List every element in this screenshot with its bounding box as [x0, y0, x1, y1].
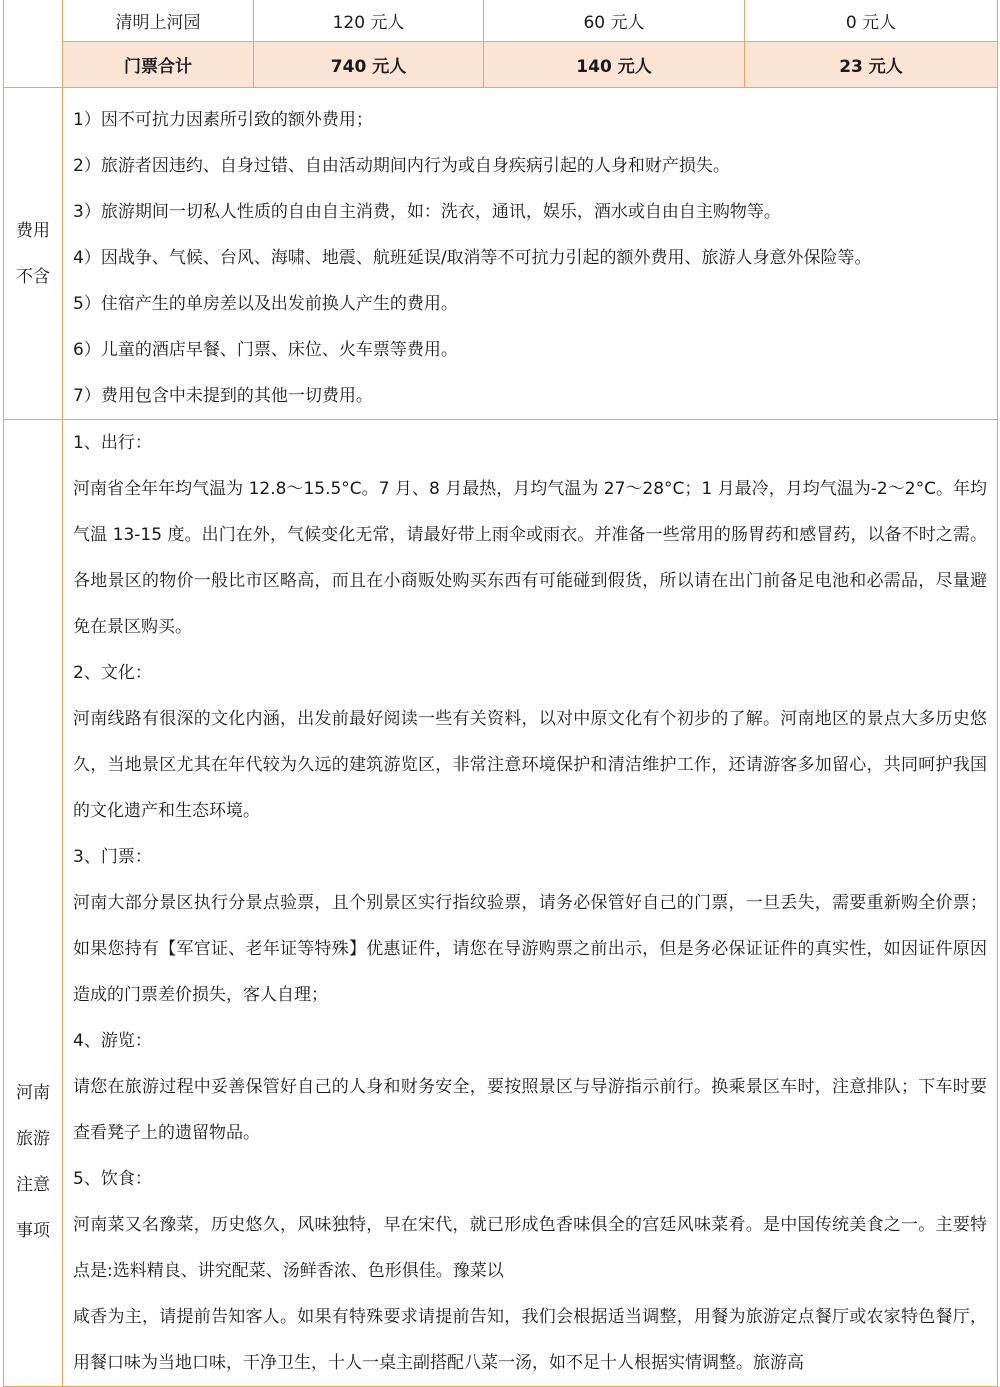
section-text: 河南省全年年均气温为 12.8～15.5°C。7 月、8 月最热，月均气温为 27～28°C；1 月最冷，月均气温为-2～2°C。年均气温 13-15 度。出门在外，气候变化无常，请最好带上雨伞或雨衣。并准备一些常用的肠胃药和感冒药，以备不时之需。 各地景区的物价一般比市区略高，而且在小商贩处购买东西有可能碰到假货，所以请在出门前备足电池和必需品，尽量避免在景区购买。 — [73, 479, 987, 637]
section-heading: 5、饮食： — [73, 1169, 152, 1189]
exclusions-label-line2: 不含 — [16, 266, 50, 287]
section-heading: 3、门票： — [73, 847, 152, 867]
section-heading: 1、出行： — [73, 433, 152, 453]
exclusion-item: 7）费用包含中未提到的其他一切费用。 — [73, 386, 373, 406]
notes-row — [4, 420, 998, 1387]
blank-label-cell — [4, 0, 63, 88]
section-text: 咸香为主，请提前告知客人。如果有特殊要求请提前告知，我们会根据适当调整，用餐为旅游定点餐厅或农家特色餐厅，用餐口味为当地口味，干净卫生，十人一桌主副搭配八菜一汤，如不足十人根据实情调整。旅游高 — [73, 1307, 987, 1373]
itinerary-table — [3, 0, 998, 1387]
total-child: 23 元人 — [745, 42, 998, 88]
total-label: 门票合计 — [63, 42, 254, 88]
total-adult: 740 元人 — [254, 42, 484, 88]
notes-label-line: 注意 — [16, 1175, 50, 1195]
notes-label-line: 事项 — [16, 1221, 50, 1241]
exclusions-label-line1: 费用 — [16, 220, 50, 241]
exclusion-item: 2）旅游者因违约、自身过错、自由活动期间内行为或自身疾病引起的人身和财产损失。 — [73, 156, 730, 176]
section-text: 河南线路有很深的文化内涵，出发前最好阅读一些有关资料，以对中原文化有个初步的了解。河南地区的景点大多历史悠久，当地景区尤其在年代较为久远的建筑游览区，非常注意环境保护和清洁维护工作，还请游客多加留心，共同呵护我国的文化遗产和生态环境。 — [73, 709, 987, 821]
notes-label — [4, 420, 63, 1387]
exclusion-item: 1）因不可抗力因素所引致的额外费用； — [73, 110, 373, 130]
exclusion-item: 5）住宿产生的单房差以及出发前换人产生的费用。 — [73, 294, 458, 314]
exclusions-label — [4, 88, 63, 420]
exclusions-content — [63, 88, 998, 420]
exclusions-row — [4, 88, 998, 420]
ticket-name: 清明上河园 — [63, 0, 254, 42]
ticket-price-adult: 120 元人 — [254, 0, 484, 42]
ticket-row — [4, 0, 998, 42]
ticket-price-senior: 60 元人 — [484, 0, 745, 42]
notes-label-line: 河南 — [16, 1083, 50, 1103]
ticket-price-child: 0 元人 — [745, 0, 998, 42]
exclusion-item: 6）儿童的酒店早餐、门票、床位、火车票等费用。 — [73, 340, 458, 360]
section-heading: 4、游览： — [73, 1031, 152, 1051]
notes-content — [63, 420, 998, 1387]
section-heading: 2、文化： — [73, 663, 152, 683]
exclusion-item: 3）旅游期间一切私人性质的自由自主消费，如：洗衣，通讯，娱乐，酒水或自由自主购物等。 — [73, 202, 781, 222]
section-text: 请您在旅游过程中妥善保管好自己的人身和财务安全，要按照景区与导游指示前行。换乘景区车时，注意排队；下车时要查看凳子上的遗留物品。 — [73, 1077, 987, 1143]
ticket-total-row — [4, 42, 998, 88]
section-text: 河南菜又名豫菜，历史悠久，风味独特，早在宋代，就已形成色香味俱全的宫廷风味菜肴。是中国传统美食之一。主要特点是:选料精良、讲究配菜、汤鲜香浓、色形俱佳。豫菜以 — [73, 1215, 987, 1281]
exclusion-item: 4）因战争、气候、台风、海啸、地震、航班延误/取消等不可抗力引起的额外费用、旅游人身意外保险等。 — [73, 248, 872, 268]
notes-label-line: 旅游 — [16, 1129, 50, 1149]
section-text: 河南大部分景区执行分景点验票，且个别景区实行指纹验票，请务必保管好自己的门票，一旦丢失，需要重新购全价票；如果您持有【军官证、老年证等特殊】优惠证件，请您在导游购票之前出示，但是务必保证证件的真实性，如因证件原因造成的门票差价损失，客人自理； — [73, 893, 987, 1005]
total-senior: 140 元人 — [484, 42, 745, 88]
